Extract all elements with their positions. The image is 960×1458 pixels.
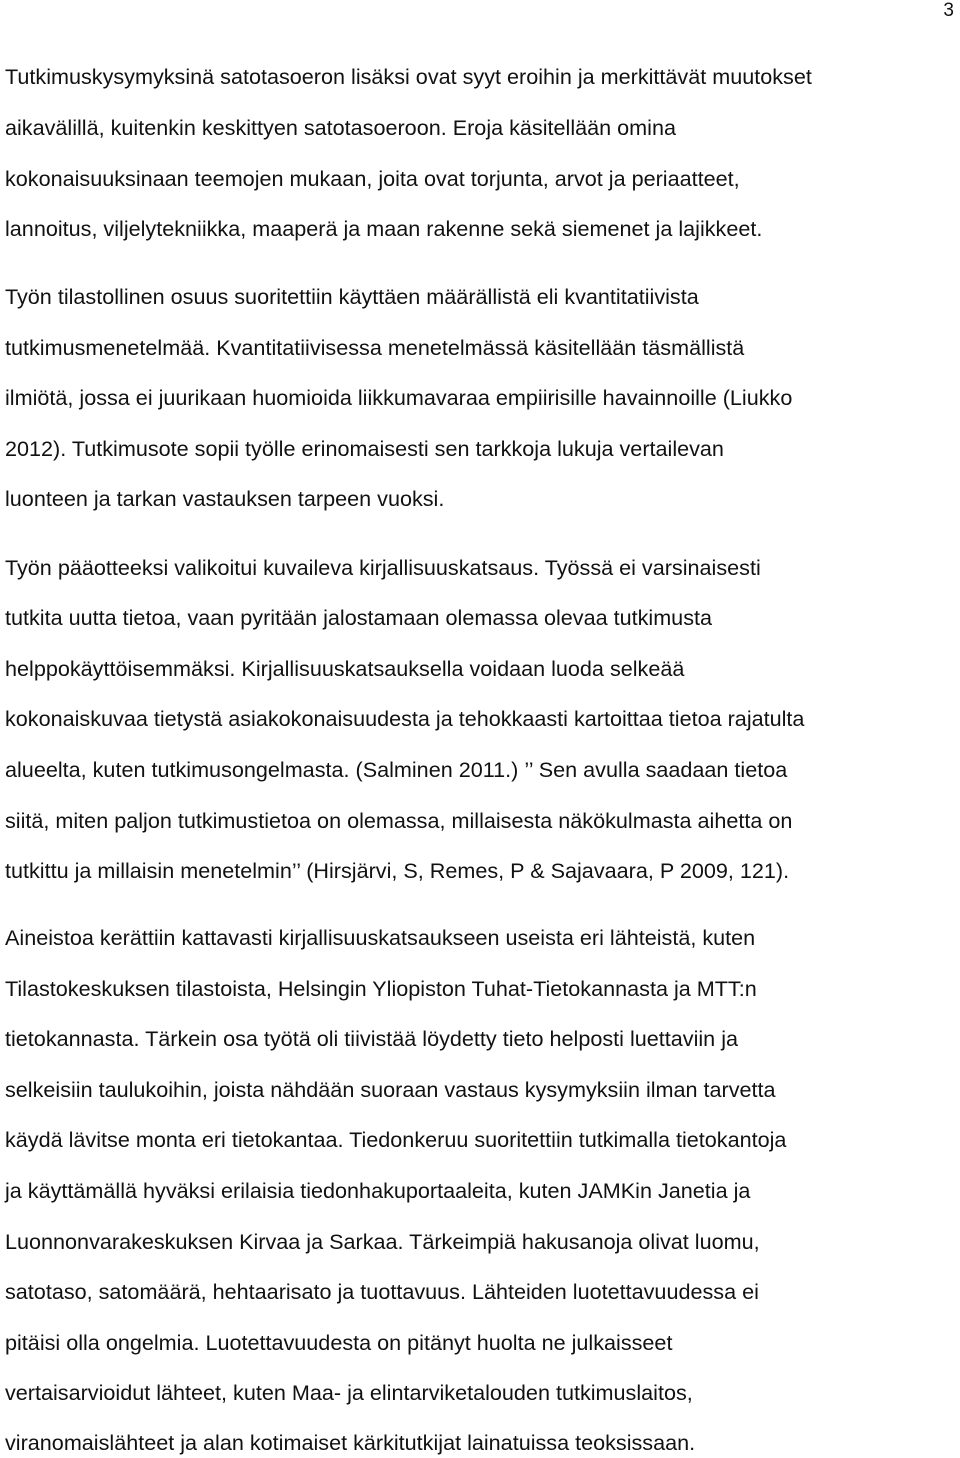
page-number: 3 (943, 0, 954, 21)
text-line: Tutkimuskysymyksinä satotasoeron lisäksi ovat syyt eroihin ja merkittävät muutokset (5, 64, 812, 89)
text-line: ilmiötä, jossa ei juurikaan huomioida liikkumavaraa empiirisille havainnoille (Liukko (5, 385, 793, 410)
text-line: 2012). Tutkimusote sopii työlle erinomaisesti sen tarkkoja lukuja vertailevan (5, 436, 724, 461)
text-line: Tilastokeskuksen tilastoista, Helsingin Yliopiston Tuhat-Tietokannasta ja MTT:n (5, 976, 757, 1001)
text-line: tutkimusmenetelmää. Kvantitatiivisessa menetelmässä käsitellään täsmällistä (5, 335, 745, 360)
text-line: tietokannasta. Tärkein osa työtä oli tiivistää löydetty tieto helposti luettaviin ja (5, 1026, 738, 1051)
text-line: satotaso, satomäärä, hehtaarisato ja tuottavuus. Lähteiden luotettavuudessa ei (5, 1279, 759, 1304)
text-line: lannoitus, viljelytekniikka, maaperä ja maan rakenne sekä siemenet ja lajikkeet. (5, 216, 763, 241)
text-line: tutkittu ja millaisin menetelmin’’ (Hirsjärvi, S, Remes, P & Sajavaara, P 2009, 121). (5, 858, 790, 883)
text-line: luonteen ja tarkan vastauksen tarpeen vuoksi. (5, 486, 445, 511)
text-line: tutkita uutta tietoa, vaan pyritään jalostamaan olemassa olevaa tutkimusta (5, 605, 712, 630)
text-line: helppokäyttöisemmäksi. Kirjallisuuskatsauksella voidaan luoda selkeää (5, 656, 685, 681)
text-line: siitä, miten paljon tutkimustietoa on olemassa, millaisesta näkökulmasta aihetta on (5, 808, 793, 833)
text-line: Työn pääotteeksi valikoitui kuvaileva kirjallisuuskatsaus. Työssä ei varsinaisesti (5, 555, 761, 580)
text-line: pitäisi olla ongelmia. Luotettavuudesta on pitänyt huolta ne julkaisseet (5, 1330, 673, 1355)
text-line: aikavälillä, kuitenkin keskittyen satotasoeroon. Eroja käsitellään omina (5, 115, 676, 140)
text-line: alueelta, kuten tutkimusongelmasta. (Salminen 2011.) ’’ Sen avulla saadaan tietoa (5, 757, 788, 782)
text-line: vertaisarvioidut lähteet, kuten Maa- ja elintarviketalouden tutkimuslaitos, (5, 1380, 693, 1405)
text-line: Työn tilastollinen osuus suoritettiin käyttäen määrällistä eli kvantitatiivista (5, 284, 699, 309)
text-line: kokonaisuuksinaan teemojen mukaan, joita ovat torjunta, arvot ja periaatteet, (5, 166, 740, 191)
text-line: Aineistoa kerättiin kattavasti kirjallisuuskatsaukseen useista eri lähteistä, kuten (5, 925, 756, 950)
text-line: ja käyttämällä hyväksi erilaisia tiedonhakuportaaleita, kuten JAMKin Janetia ja (5, 1178, 751, 1203)
text-line: Luonnonvarakeskuksen Kirvaa ja Sarkaa. Tärkeimpiä hakusanoja olivat luomu, (5, 1229, 760, 1254)
text-line: käydä lävitse monta eri tietokantaa. Tiedonkeruu suoritettiin tutkimalla tietokantoja (5, 1127, 787, 1152)
text-line: viranomaislähteet ja alan kotimaiset kärkitutkijat lainatuissa teoksissaan. (5, 1430, 696, 1455)
text-line: selkeisiin taulukoihin, joista nähdään suoraan vastaus kysymyksiin ilman tarvetta (5, 1077, 776, 1102)
text-line: kokonaiskuvaa tietystä asiakokonaisuudesta ja tehokkaasti kartoittaa tietoa rajatulta (5, 706, 805, 731)
